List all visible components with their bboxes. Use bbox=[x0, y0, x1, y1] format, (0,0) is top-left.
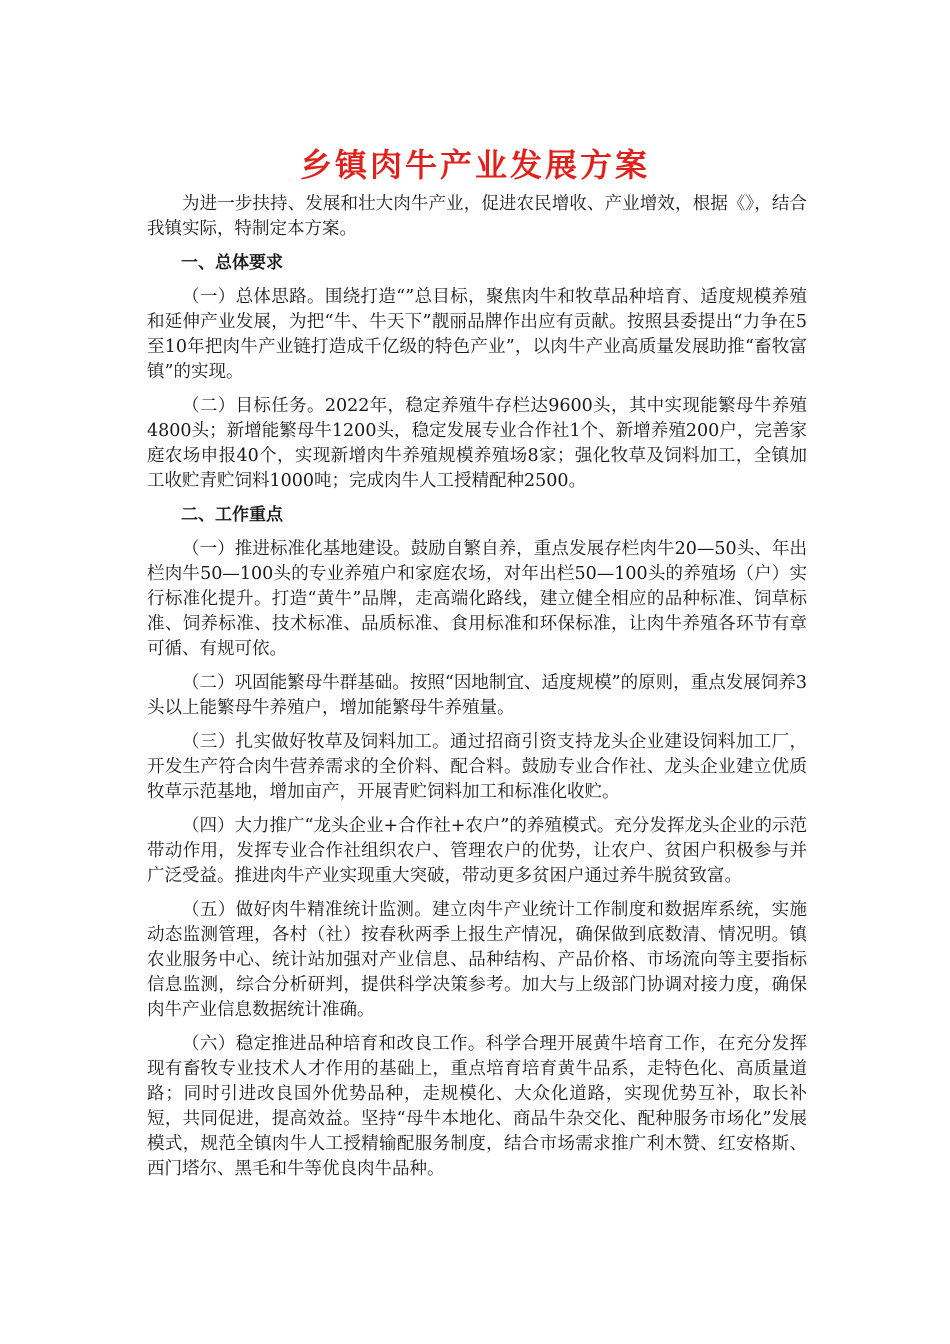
body-paragraph: （五）做好肉牛精准统计监测。建立肉牛产业统计工作制度和数据库系统，实施动态监测管理，各村（社）按春秋两季上报生产情况，确保做到底数清、情况明。镇农业服务中心、统计站加强对产业信息、品种结构、产品价格、市场流向等主要指标信息监测，综合分析研判，提供科学决策参考。加大与上级部门协调对接力度，确保肉牛产业信息数据统计准确。 bbox=[147, 900, 807, 1020]
body-paragraph: （四）大力推广“龙头企业+合作社+农户”的养殖模式。充分发挥龙头企业的示范带动作用，发挥专业合作社组织农户、管理农户的优势，让农户、贫困户积极参与并广泛受益。推进肉牛产业实现重大突破，带动更多贫困户通过养牛脱贫致富。 bbox=[147, 816, 807, 886]
section-heading: 一、总体要求 bbox=[181, 253, 283, 273]
body-paragraph: （二）目标任务。2022年，稳定养殖牛存栏达9600头，其中实现能繁母牛养殖4800头；新增能繁母牛1200头，稳定发展专业合作社1个、新增养殖200户，完善家庭农场申报40个，实现新增肉牛养殖规模养殖场8家；强化牧草及饲料加工，全镇加工收贮青贮饲料1000吨；完成肉牛人工授精配种2500。 bbox=[147, 396, 807, 491]
body-paragraph: 为进一步扶持、发展和壮大肉牛产业，促进农民增收、产业增效，根据《》，结合我镇实际，特制定本方案。 bbox=[147, 194, 807, 239]
body-paragraph: （六）稳定推进品种培育和改良工作。科学合理开展黄牛培育工作，在充分发挥现有畜牧专业技术人才作用的基础上，重点培育培育黄牛品系，走特色化、高质量道路；同时引进改良国外优势品种，走规模化、大众化道路，实现优势互补，取长补短，共同促进，提高效益。坚持“母牛本地化、商品牛杂交化、配种服务市场化”发展模式，规范全镇肉牛人工授精输配服务制度，结合市场需求推广利木赞、红安格斯、西门塔尔、黑毛和牛等优良肉牛品种。 bbox=[147, 1034, 807, 1179]
document-body bbox=[147, 192, 807, 1191]
body-paragraph: （一）总体思路。围绕打造“”总目标，聚焦肉牛和牧草品种培育、适度规模养殖和延伸产业发展，为把“牛、牛天下”靓丽品牌作出应有贡献。按照县委提出“力争在5至10年把肉牛产业链打造成千亿级的特色产业”，以肉牛产业高质量发展助推“畜牧富镇”的实现。 bbox=[147, 287, 807, 382]
section-heading: 二、工作重点 bbox=[181, 505, 283, 525]
body-paragraph: （二）巩固能繁母牛群基础。按照“因地制宜、适度规模”的原则，重点发展饲养3头以上能繁母牛养殖户，增加能繁母牛养殖量。 bbox=[147, 673, 807, 718]
body-paragraph: （三）扎实做好牧草及饲料加工。通过招商引资支持龙头企业建设饲料加工厂，开发生产符合肉牛营养需求的全价料、配合料。鼓励专业合作社、龙头企业建立优质牧草示范基地，增加亩产，开展青贮饲料加工和标准化收贮。 bbox=[147, 732, 807, 802]
document-title: 乡镇肉牛产业发展方案 bbox=[299, 146, 650, 184]
body-paragraph: （一）推进标准化基地建设。鼓励自繁自养，重点发展存栏肉牛20—50头、年出栏肉牛50—100头的专业养殖户和家庭农场，对年出栏50—100头的养殖场（户）实行标准化提升。打造“黄牛”品牌，走高端化路线，建立健全相应的品种标准、饲草标准、饲养标准、技术标准、品质标准、食用标准和环保标准，让肉牛养殖各环节有章可循、有规可依。 bbox=[147, 539, 807, 659]
